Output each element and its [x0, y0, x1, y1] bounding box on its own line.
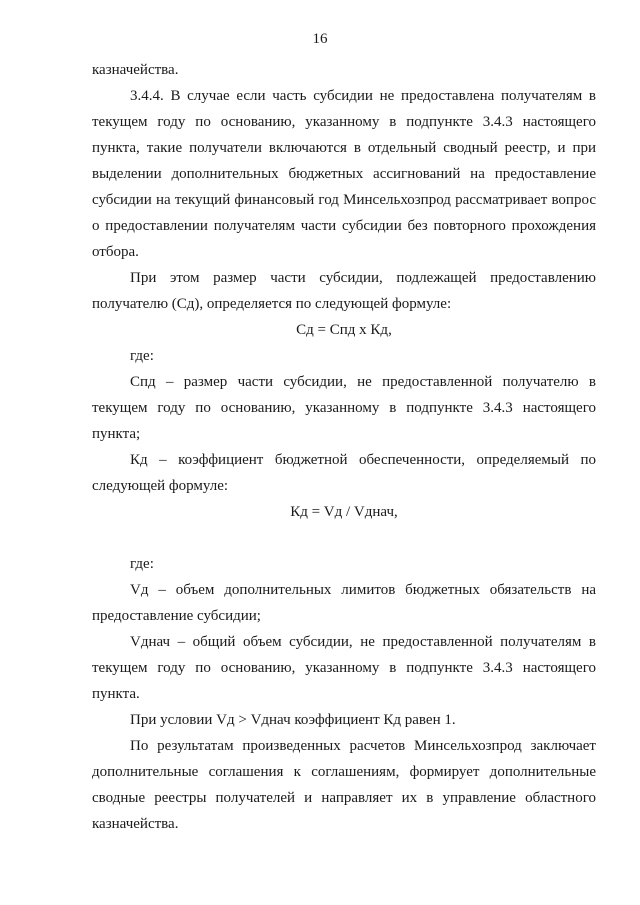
definition-vd: Vд – объем дополнительных лимитов бюджетных обязательств на предоставление субсидии;	[92, 582, 596, 624]
where-label-1: где:	[130, 348, 154, 364]
paragraph-3-4-4: 3.4.4. В случае если часть субсидии не предоставлена получателям в текущем году по основанию, указанному в подпункте 3.4.3 настоящего пункта, такие получатели включаются в отдельный сводный реестр, и при выделении дополнительных бюджетных ассигнований на предоставление субсидии на текущий финансовый год Минсельхозпрод рассматривает вопрос о предоставлении получателям части субсидии без повторного прохождения отбора.	[92, 88, 596, 260]
paragraph-condition: При условии Vд > Vднач коэффициент Кд равен 1.	[130, 712, 456, 728]
paragraph-results: По результатам произведенных расчетов Минсельхозпрод заключает дополнительные соглашения к соглашениям, формирует дополнительные сводные реестры получателей и направляет их в управление областного казначейства.	[92, 738, 596, 832]
definition-vdnach: Vднач – общий объем субсидии, не предоставленной получателям в текущем году по основанию, указанному в подпункте 3.4.3 настоящего пункта.	[92, 634, 596, 702]
definition-kd: Кд – коэффициент бюджетной обеспеченности, определяемый по следующей формуле:	[92, 452, 596, 494]
document-body	[92, 57, 596, 837]
paragraph-continuation: казначейства.	[92, 62, 179, 78]
formula-sd: Сд = Спд х Кд,	[296, 322, 392, 338]
page-number: 16	[312, 31, 328, 47]
definition-spd: Спд – размер части субсидии, не предоставленной получателю в текущем году по основанию, указанному в подпункте 3.4.3 настоящего пункта;	[92, 374, 596, 442]
paragraph-subsidy-size: При этом размер части субсидии, подлежащей предоставлению получателю (Сд), определяется по следующей формуле:	[92, 270, 596, 312]
blank-line	[92, 525, 596, 551]
where-label-2: где:	[130, 556, 154, 572]
formula-kd: Кд = Vд / Vднач,	[290, 504, 398, 520]
